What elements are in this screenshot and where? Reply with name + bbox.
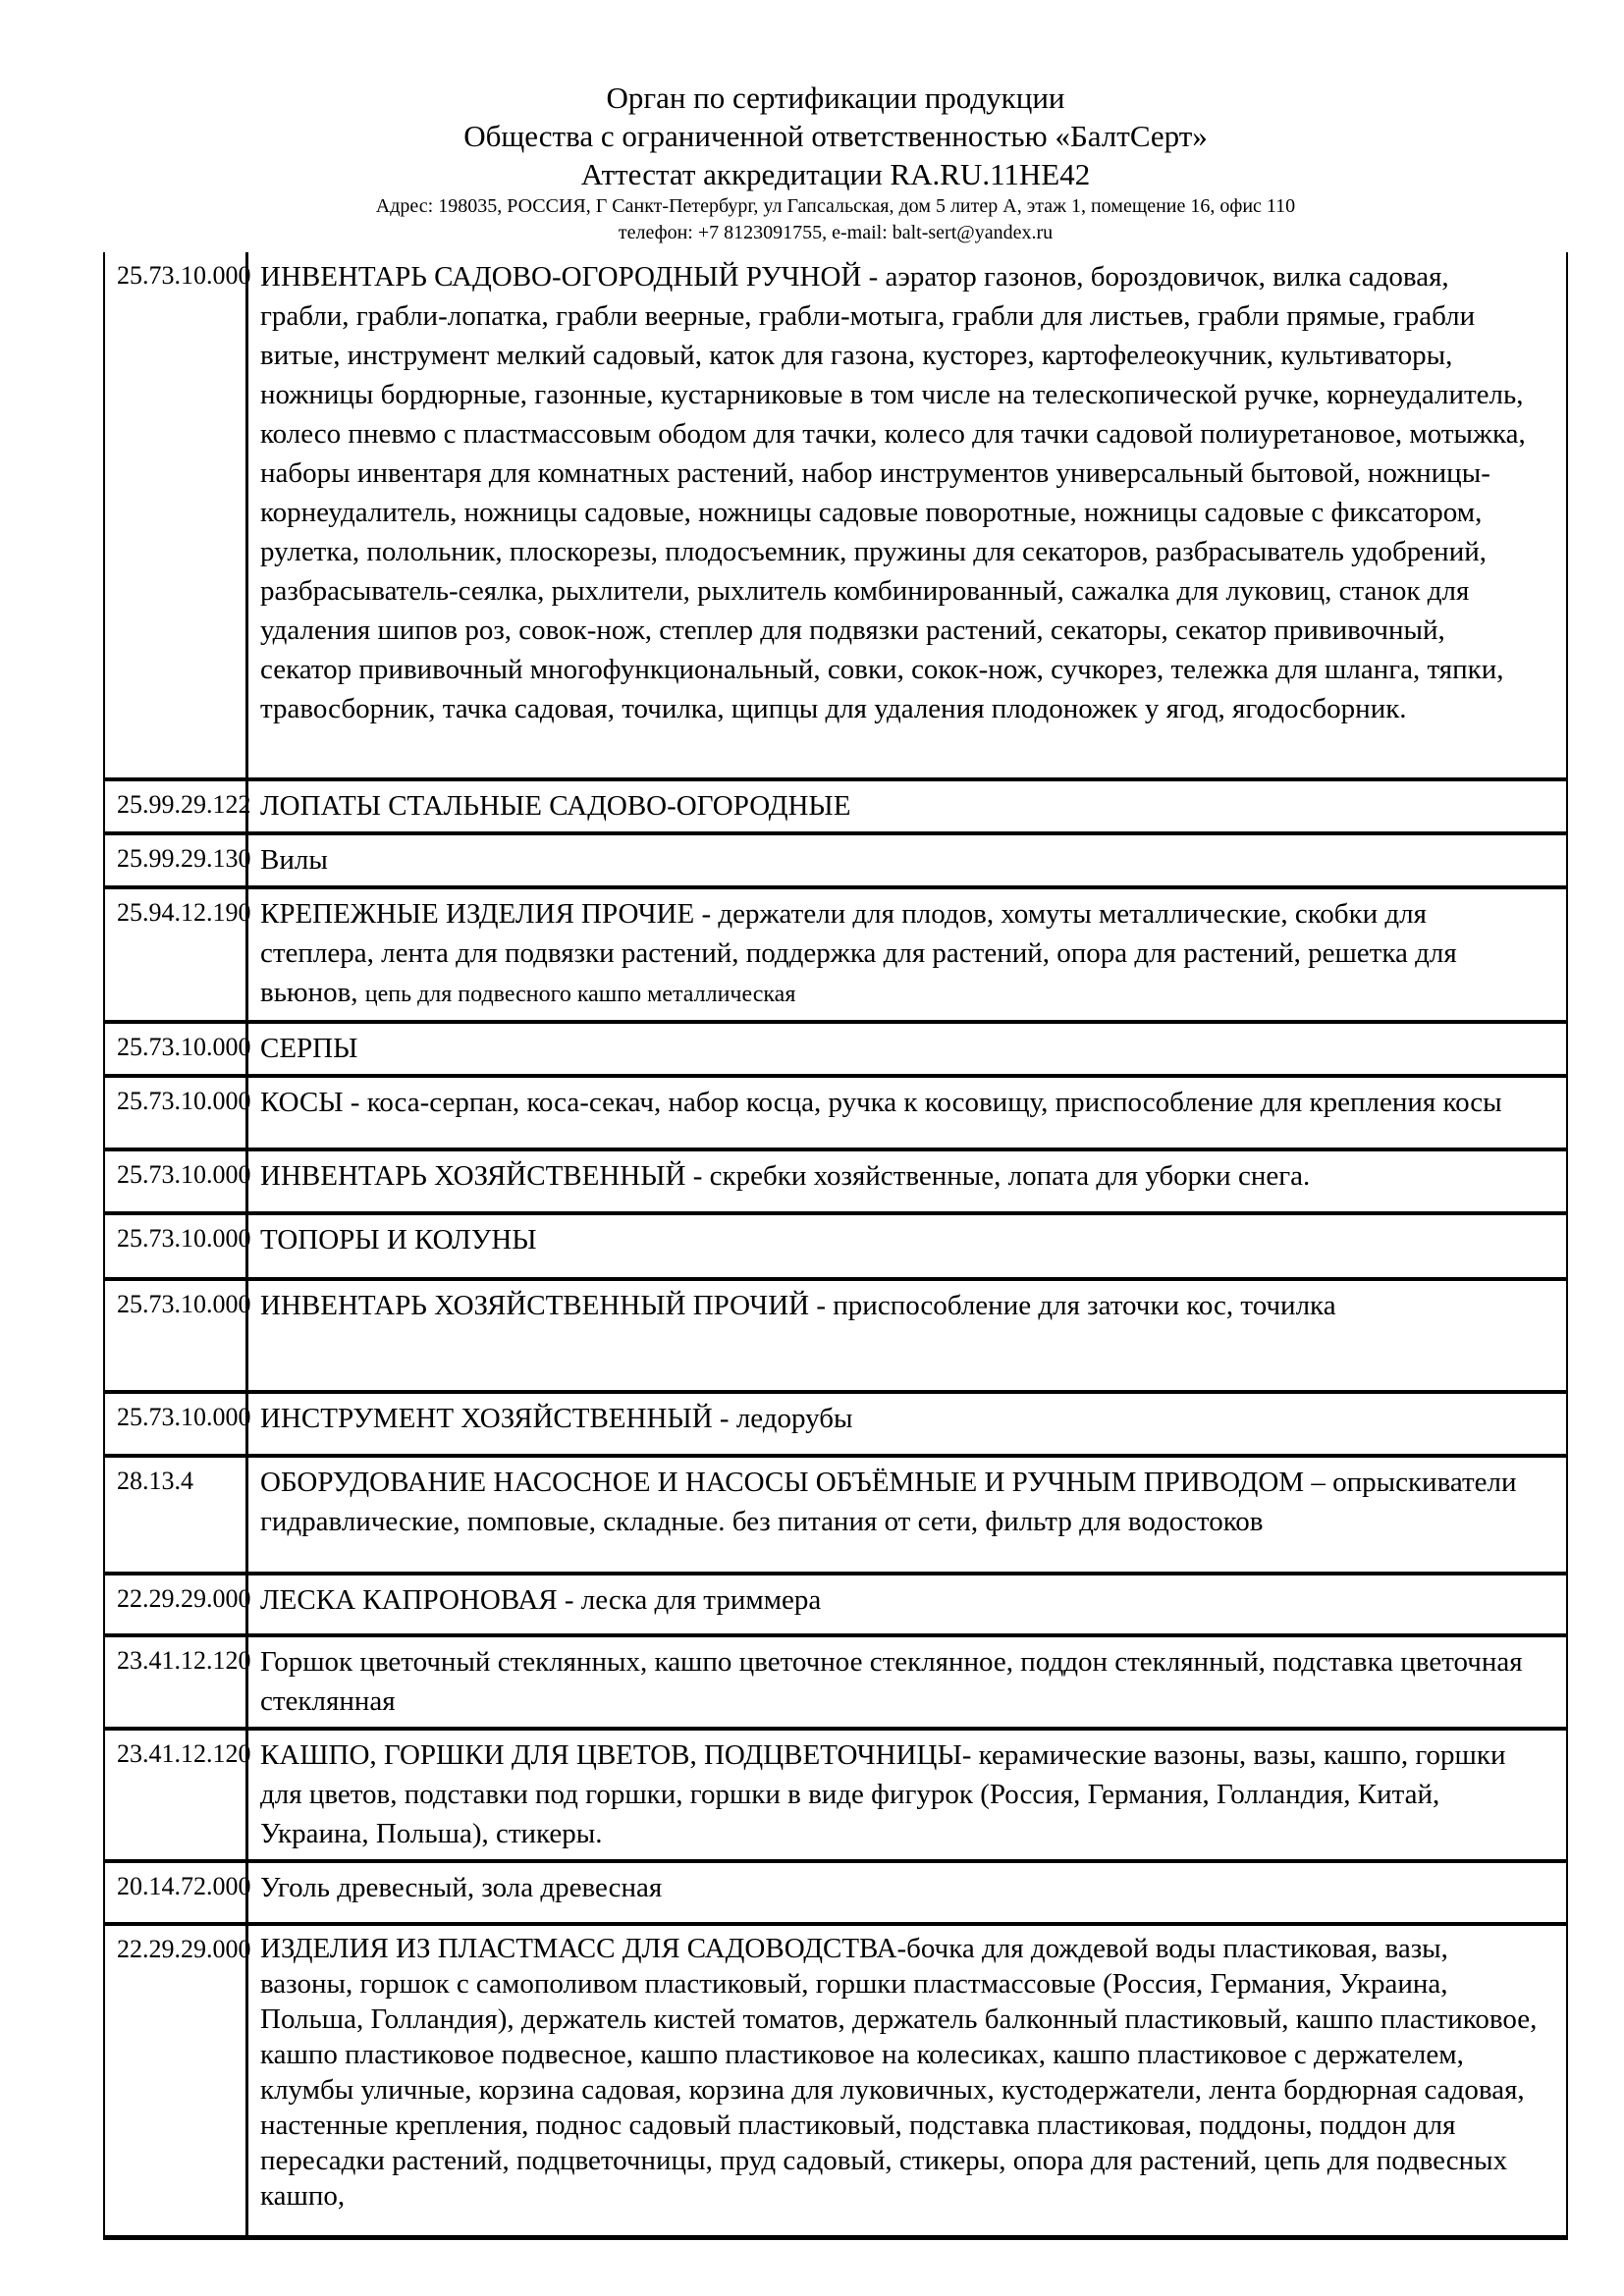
product-description bbox=[245, 1575, 1566, 1633]
product-title: ЛЕСКА КАПРОНОВАЯ - bbox=[260, 1584, 581, 1616]
product-description bbox=[245, 252, 1566, 777]
product-code: 22.29.29.000 bbox=[117, 1584, 251, 1613]
product-title: КОСЫ - bbox=[260, 1087, 367, 1118]
table-row bbox=[105, 1922, 1566, 2235]
product-description bbox=[245, 1637, 1566, 1727]
table-row bbox=[105, 1390, 1566, 1454]
product-title: ТОПОРЫ И КОЛУНЫ bbox=[260, 1224, 537, 1255]
product-details: ледорубы bbox=[735, 1403, 853, 1434]
product-description bbox=[245, 1151, 1566, 1211]
header-accreditation: Аттестат аккредитации RA.RU.11HE42 bbox=[580, 157, 1091, 191]
product-description bbox=[245, 1281, 1566, 1390]
product-details: Вилы bbox=[260, 844, 328, 876]
header-contact: телефон: +7 8123091755, e-mail: balt-sert@yandex.ru bbox=[618, 222, 1054, 243]
product-details: скребки хозяйственные, лопата для уборки снега. bbox=[709, 1160, 1311, 1192]
product-code: 25.73.10.000 bbox=[117, 261, 251, 290]
product-title: ИНВЕНТАРЬ ХОЗЯЙСТВЕННЫЙ - bbox=[260, 1160, 710, 1192]
product-title: ИНСТРУМЕНТ ХОЗЯЙСТВЕННЫЙ - bbox=[260, 1403, 736, 1434]
product-code: 23.41.12.120 bbox=[117, 1739, 251, 1768]
product-title: КАШПО, ГОРШКИ ДЛЯ ЦВЕТОВ, ПОДЦВЕТОЧНИЦЫ- bbox=[260, 1739, 979, 1771]
product-details-small: цепь для подвесного кашпо металлическая bbox=[364, 982, 796, 1007]
product-code: 28.13.4 bbox=[117, 1467, 193, 1495]
header-address: Адрес: 198035, РОССИЯ, Г Санкт-Петербург, ул Гапсальская, дом 5 литер А, этаж 1, помещение 16, офис 110 bbox=[375, 195, 1296, 217]
product-code: 25.73.10.000 bbox=[117, 1087, 251, 1115]
table-row bbox=[105, 885, 1566, 1020]
table-row bbox=[105, 831, 1566, 885]
table-row bbox=[105, 1148, 1566, 1211]
product-title: ОБОРУДОВАНИЕ НАСОСНОЕ И НАСОСЫ ОБЪЁМНЫЕ И РУЧНЫМ ПРИВОДОМ – bbox=[260, 1467, 1333, 1498]
table-row bbox=[105, 777, 1566, 831]
product-description bbox=[245, 1458, 1566, 1572]
product-code: 25.73.10.000 bbox=[117, 1403, 251, 1431]
product-title: ИЗДЕЛИЯ ИЗ ПЛАСТМАСС ДЛЯ САДОВОДСТВА- bbox=[260, 1933, 907, 1964]
table-row bbox=[105, 1277, 1566, 1390]
table-row bbox=[105, 1020, 1566, 1074]
table-row bbox=[105, 1572, 1566, 1633]
product-code: 23.41.12.120 bbox=[117, 1646, 251, 1675]
product-code: 22.29.29.000 bbox=[117, 1935, 251, 1963]
product-description bbox=[245, 1024, 1566, 1074]
product-code: 25.73.10.000 bbox=[117, 1224, 251, 1253]
product-description bbox=[245, 1215, 1566, 1277]
product-details: держатели для плодов, хомуты металлические, скобки для степлера, лента для подвязки растений, поддержка для растений, опора для растений, решетка для вьюнов, bbox=[260, 898, 1457, 1008]
product-title: ИНВЕНТАРЬ ХОЗЯЙСТВЕННЫЙ ПРОЧИЙ - bbox=[260, 1290, 834, 1321]
product-title: СЕРПЫ bbox=[260, 1033, 358, 1064]
product-description bbox=[245, 889, 1566, 1020]
table-row bbox=[105, 1454, 1566, 1572]
product-details: приспособление для заточки кос, точилка bbox=[833, 1290, 1336, 1321]
header-org-line1: Орган по сертификации продукции bbox=[606, 80, 1065, 115]
header-org-line2: Общества с ограниченной ответственностью «БалтСерт» bbox=[463, 119, 1208, 153]
product-details: бочка для дождевой воды пластиковая, вазы, вазоны, горшок с самополивом пластиковый, горшки пластмассовые (Россия, Германия, Украина, Польша, Голландия), держатель кистей томатов, держатель балконный пластиковый, кашпо пластиковое, кашпо пластиковое подвесное, кашпо пластиковое на колесиках, кашпо пластиковое с держателем, клумбы уличные, корзина садовая, корзина для луковичных, кустодержатели, лента бордюрная садовая, настенные крепления, поднос садовый пластиковый, подставка пластиковая, поддоны, поддон для пересадки растений, подцветочницы, пруд садовый, стикеры, опора для растений, цепь для подвесных кашпо, bbox=[260, 1933, 1538, 2212]
table-row bbox=[105, 1211, 1566, 1277]
document-header bbox=[0, 0, 1624, 246]
product-details: аэратор газонов, бороздовичок, вилка садовая, грабли, грабли-лопатка, грабли веерные, грабли-мотыга, грабли для листьев, грабли прямые, грабли витые, инструмент мелкий садовый, каток для газона, кусторез, картофелеокучник, культиваторы, ножницы бордюрные, газонные, кустарниковые в том числе на телескопической ручке, корнеудалитель, колесо пневмо с пластмассовым ободом для тачки, колесо для тачки садовой полиуретановое, мотыжка, наборы инвентаря для комнатных растений, набор инструментов универсальный бытовой, ножницы-корнеудалитель, ножницы садовые, ножницы садовые поворотные, ножницы садовые с фиксатором, рулетка, полольник, плоскорезы, плодосъемник, пружины для секаторов, разбрасыватель удобрений, разбрасыватель-сеялка, рыхлители, рыхлитель комбинированный, сажалка для луковиц, станок для удаления шипов роз, совок-нож, степлер для подвязки растений, секаторы, секатор прививочный, секатор прививочный многофункциональный, совки, сокок-нож, сучкорез, тележка для шланга, тяпки, травосборник, тачка садовая, точилка, щипцы для удаления плодоножек у ягод, ягодосборник. bbox=[260, 261, 1526, 724]
product-description bbox=[245, 1078, 1566, 1148]
product-description bbox=[245, 1926, 1566, 2235]
product-code: 25.99.29.122 bbox=[117, 790, 251, 819]
product-code: 25.94.12.190 bbox=[117, 898, 251, 927]
product-code: 25.99.29.130 bbox=[117, 844, 251, 873]
product-description bbox=[245, 1394, 1566, 1454]
product-description bbox=[245, 835, 1566, 885]
product-title: ЛОПАТЫ СТАЛЬНЫЕ САДОВО-ОГОРОДНЫЕ bbox=[260, 790, 851, 822]
certification-products-table bbox=[103, 252, 1568, 2240]
product-title: ИНВЕНТАРЬ САДОВО-ОГОРОДНЫЙ РУЧНОЙ - bbox=[260, 261, 886, 293]
product-details: Уголь древесный, зола древесная bbox=[260, 1872, 663, 1903]
product-description bbox=[245, 1731, 1566, 1859]
table-row bbox=[105, 1633, 1566, 1727]
table-row bbox=[105, 1727, 1566, 1859]
product-code: 25.73.10.000 bbox=[117, 1033, 251, 1061]
product-code: 20.14.72.000 bbox=[117, 1872, 251, 1900]
product-details: керамические вазоны, вазы, кашпо, горшки для цветов, подставки под горшки, горшки в виде фигурок (Россия, Германия, Голландия, Китай, Украина, Польша), стикеры. bbox=[260, 1739, 1506, 1849]
product-details: леска для триммера bbox=[580, 1584, 822, 1616]
product-details: опрыскиватели гидравлические, помповые, складные. без питания от сети, фильтр для водостоков bbox=[260, 1467, 1517, 1537]
product-code: 25.73.10.000 bbox=[117, 1160, 251, 1189]
product-code: 25.73.10.000 bbox=[117, 1290, 251, 1318]
table-row bbox=[105, 1074, 1566, 1148]
product-details: Горшок цветочный стеклянных, кашпо цветочное стеклянное, поддон стеклянный, подставка цветочная стеклянная bbox=[260, 1646, 1523, 1717]
product-description bbox=[245, 781, 1566, 831]
product-title: КРЕПЕЖНЫЕ ИЗДЕЛИЯ ПРОЧИЕ - bbox=[260, 898, 719, 930]
table-row bbox=[105, 1859, 1566, 1922]
product-description bbox=[245, 1863, 1566, 1922]
table-row bbox=[105, 252, 1566, 777]
product-details: коса-серпан, коса-секач, набор косца, ручка к косовищу, приспособление для крепления косы bbox=[366, 1087, 1502, 1118]
